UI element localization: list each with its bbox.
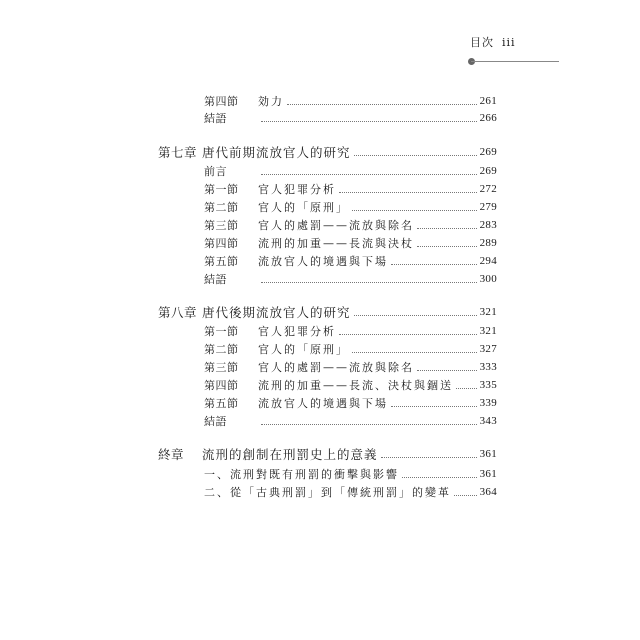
entry-page-number: 321 xyxy=(479,325,497,337)
toc-entry[interactable] xyxy=(204,271,497,287)
dot-leader xyxy=(381,457,477,458)
dot-leader xyxy=(417,370,477,371)
entry-label: 第四節 xyxy=(204,379,239,392)
entry-page-number: 269 xyxy=(479,146,497,158)
header-page-number: iii xyxy=(502,36,516,49)
entry-label: 第一節 xyxy=(204,183,239,196)
toc-entry[interactable] xyxy=(204,466,497,482)
entry-title: 官人犯罪分析 xyxy=(258,183,336,196)
toc-entry[interactable] xyxy=(204,217,497,233)
entry-title: 流刑的加重——長流與決杖 xyxy=(258,237,414,250)
dot-leader xyxy=(261,424,477,425)
dot-leader xyxy=(354,155,477,156)
entry-title: 官人的處罰——流放與除名 xyxy=(258,361,414,374)
toc-entry[interactable] xyxy=(204,181,497,197)
entry-title: 官人的「原刑」 xyxy=(258,343,349,356)
entry-label: 第三節 xyxy=(204,361,239,374)
dot-leader xyxy=(417,228,477,229)
entry-title: 二、從「古典刑罰」到「傳統刑罰」的變革 xyxy=(204,486,451,499)
toc-entry[interactable] xyxy=(204,395,497,411)
toc-chapter-entry[interactable] xyxy=(158,304,497,320)
toc-entry[interactable] xyxy=(204,93,497,109)
entry-page-number: 339 xyxy=(479,397,497,409)
dot-leader xyxy=(339,192,477,193)
chapter-label: 第八章 xyxy=(158,305,198,320)
dot-leader xyxy=(352,352,477,353)
entry-title: 官人犯罪分析 xyxy=(258,325,336,338)
dot-leader xyxy=(454,495,477,496)
entry-label: 第四節 xyxy=(204,237,239,250)
entry-label: 第五節 xyxy=(204,255,239,268)
entry-page-number: 361 xyxy=(479,468,497,480)
toc-chapter-entry[interactable] xyxy=(158,144,497,160)
dot-leader xyxy=(261,282,477,283)
toc-entry[interactable] xyxy=(204,253,497,269)
dot-leader xyxy=(261,174,477,175)
toc-entry[interactable] xyxy=(204,163,497,179)
entry-label: 結語 xyxy=(204,273,227,286)
entry-page-number: 364 xyxy=(479,486,497,498)
chapter-title: 流刑的創制在刑罰史上的意義 xyxy=(202,447,378,462)
dot-leader xyxy=(456,388,477,389)
entry-page-number: 321 xyxy=(479,306,497,318)
dot-leader xyxy=(261,121,477,122)
entry-label: 結語 xyxy=(204,415,227,428)
entry-label: 第一節 xyxy=(204,325,239,338)
chapter-title: 唐代後期流放官人的研究 xyxy=(202,305,351,320)
dot-leader xyxy=(391,406,477,407)
entry-title: 流放官人的境遇與下場 xyxy=(258,397,388,410)
toc-entry[interactable] xyxy=(204,359,497,375)
entry-label: 第二節 xyxy=(204,201,239,214)
toc-entry[interactable] xyxy=(204,323,497,339)
dot-leader xyxy=(352,210,477,211)
dot-leader xyxy=(287,104,477,105)
dot-leader xyxy=(417,246,477,247)
entry-title: 官人的處罰——流放與除名 xyxy=(258,219,414,232)
entry-page-number: 335 xyxy=(479,379,497,391)
entry-page-number: 343 xyxy=(479,415,497,427)
dot-leader xyxy=(339,334,477,335)
entry-title: 官人的「原刑」 xyxy=(258,201,349,214)
entry-page-number: 261 xyxy=(479,95,497,107)
chapter-label: 第七章 xyxy=(158,145,198,160)
entry-page-number: 289 xyxy=(479,237,497,249)
dot-leader xyxy=(354,315,477,316)
chapter-title: 唐代前期流放官人的研究 xyxy=(202,145,351,160)
entry-label: 前言 xyxy=(204,165,227,178)
toc-entry[interactable] xyxy=(204,235,497,251)
entry-label: 第三節 xyxy=(204,219,239,232)
entry-page-number: 361 xyxy=(479,448,497,460)
entry-label: 結語 xyxy=(204,112,227,125)
toc-entry[interactable] xyxy=(204,199,497,215)
entry-title: 効力 xyxy=(258,95,284,108)
toc-entry[interactable] xyxy=(204,341,497,357)
entry-label: 第五節 xyxy=(204,397,239,410)
entry-page-number: 333 xyxy=(479,361,497,373)
entry-title: 一、流刑對既有刑罰的衝擊與影響 xyxy=(204,468,399,481)
header-title: 目次 xyxy=(470,36,494,49)
dot-leader xyxy=(402,477,477,478)
dot-leader xyxy=(391,264,477,265)
entry-page-number: 327 xyxy=(479,343,497,355)
entry-label: 第四節 xyxy=(204,95,239,108)
toc-entry[interactable] xyxy=(204,377,497,393)
entry-title: 流放官人的境遇與下場 xyxy=(258,255,388,268)
toc-entry[interactable] xyxy=(204,413,497,429)
toc-entry[interactable] xyxy=(204,484,497,500)
toc-chapter-entry[interactable] xyxy=(158,446,497,462)
entry-title: 流刑的加重——長流、決杖與錮送 xyxy=(258,379,453,392)
entry-page-number: 269 xyxy=(479,165,497,177)
entry-page-number: 266 xyxy=(479,112,497,124)
entry-page-number: 279 xyxy=(479,201,497,213)
toc-entry[interactable] xyxy=(204,110,497,126)
entry-label: 第二節 xyxy=(204,343,239,356)
entry-page-number: 272 xyxy=(479,183,497,195)
entry-page-number: 294 xyxy=(479,255,497,267)
entry-page-number: 300 xyxy=(479,273,497,285)
entry-page-number: 283 xyxy=(479,219,497,231)
chapter-label: 終章 xyxy=(158,447,185,462)
